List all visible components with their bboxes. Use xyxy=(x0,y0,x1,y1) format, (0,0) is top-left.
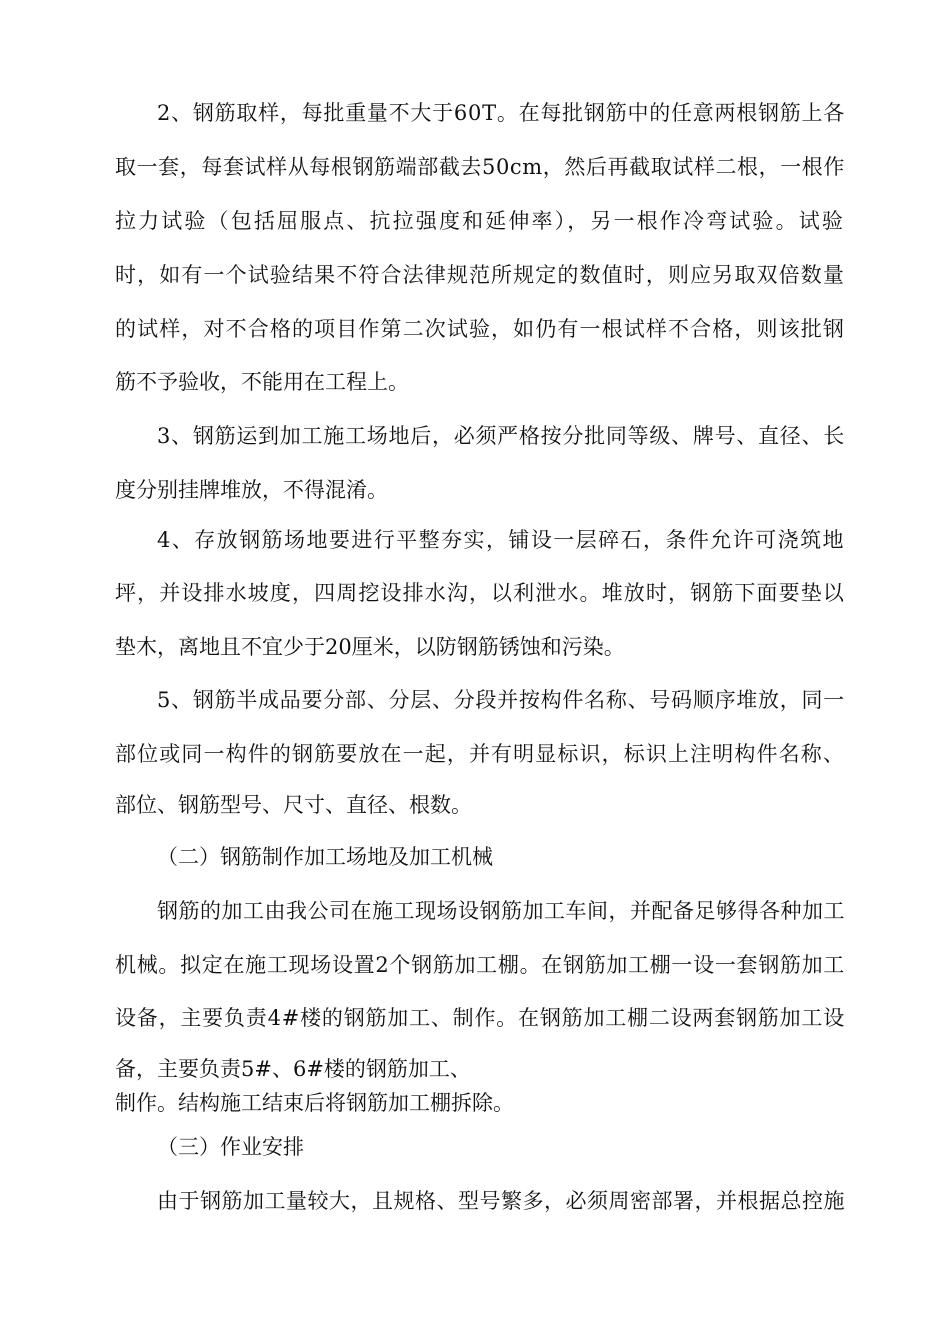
text-line-3: 拉力试验（包括屈服点、抗拉强度和延伸率），另一根作冷弯试验。试验 xyxy=(115,209,845,233)
text-line-10: 坪，并设排水坡度，四周挖设排水沟，以利泄水。堆放时，钢筋下面要垫以 xyxy=(115,581,845,605)
text-line-12: 5、钢筋半成品要分部、分层、分段并按构件名称、号码顺序堆放，同一 xyxy=(157,688,845,712)
section-heading-2: （二）钢筋制作加工场地及加工机械 xyxy=(157,845,493,869)
text-line-11: 垫木，离地且不宜少于20厘米，以防钢筋锈蚀和污染。 xyxy=(115,635,625,659)
text-line-19: 备，主要负责5#、6#楼的钢筋加工、 xyxy=(115,1057,471,1081)
text-line-4: 时，如有一个试验结果不符合法律规范所规定的数值时，则应另取双倍数量 xyxy=(115,263,845,287)
text-line-9: 4、存放钢筋场地要进行平整夯实，铺设一层碎石，条件允许可浇筑地 xyxy=(157,528,845,552)
text-line-5: 的试样，对不合格的项目作第二次试验，如仍有一根试样不合格，则该批钢 xyxy=(115,317,845,341)
text-line-2: 取一套，每套试样从每根钢筋端部截去50cm，然后再截取试样二根，一根作 xyxy=(115,155,845,179)
text-line-14: 部位、钢筋型号、尺寸、直径、根数。 xyxy=(115,793,472,817)
text-line-13: 部位或同一构件的钢筋要放在一起，并有明显标识，标识上注明构件名称、 xyxy=(115,742,845,766)
text-line-6: 筋不予验收，不能用在工程上。 xyxy=(115,370,409,394)
text-line-18: 设备，主要负责4#楼的钢筋加工、制作。在钢筋加工棚二设两套钢筋加工设 xyxy=(115,1006,845,1030)
section-heading-3: （三）作业安排 xyxy=(157,1135,304,1159)
text-line-8: 度分别挂牌堆放，不得混淆。 xyxy=(115,478,388,502)
text-line-22: 由于钢筋加工量较大，且规格、型号繁多，必须周密部署，并根据总控施 xyxy=(157,1189,845,1213)
text-line-20: 制作。结构施工结束后将钢筋加工棚拆除。 xyxy=(115,1091,514,1115)
text-line-16: 钢筋的加工由我公司在施工现场设钢筋加工车间，并配备足够得各种加工 xyxy=(157,899,845,923)
text-line-17: 机械。拟定在施工现场设置2个钢筋加工棚。在钢筋加工棚一设一套钢筋加工 xyxy=(115,953,845,977)
text-line-7: 3、钢筋运到加工施工场地后，必须严格按分批同等级、牌号、直径、长 xyxy=(157,424,845,448)
text-line-1: 2、钢筋取样，每批重量不大于60T。在每批钢筋中的任意两根钢筋上各 xyxy=(157,101,845,125)
